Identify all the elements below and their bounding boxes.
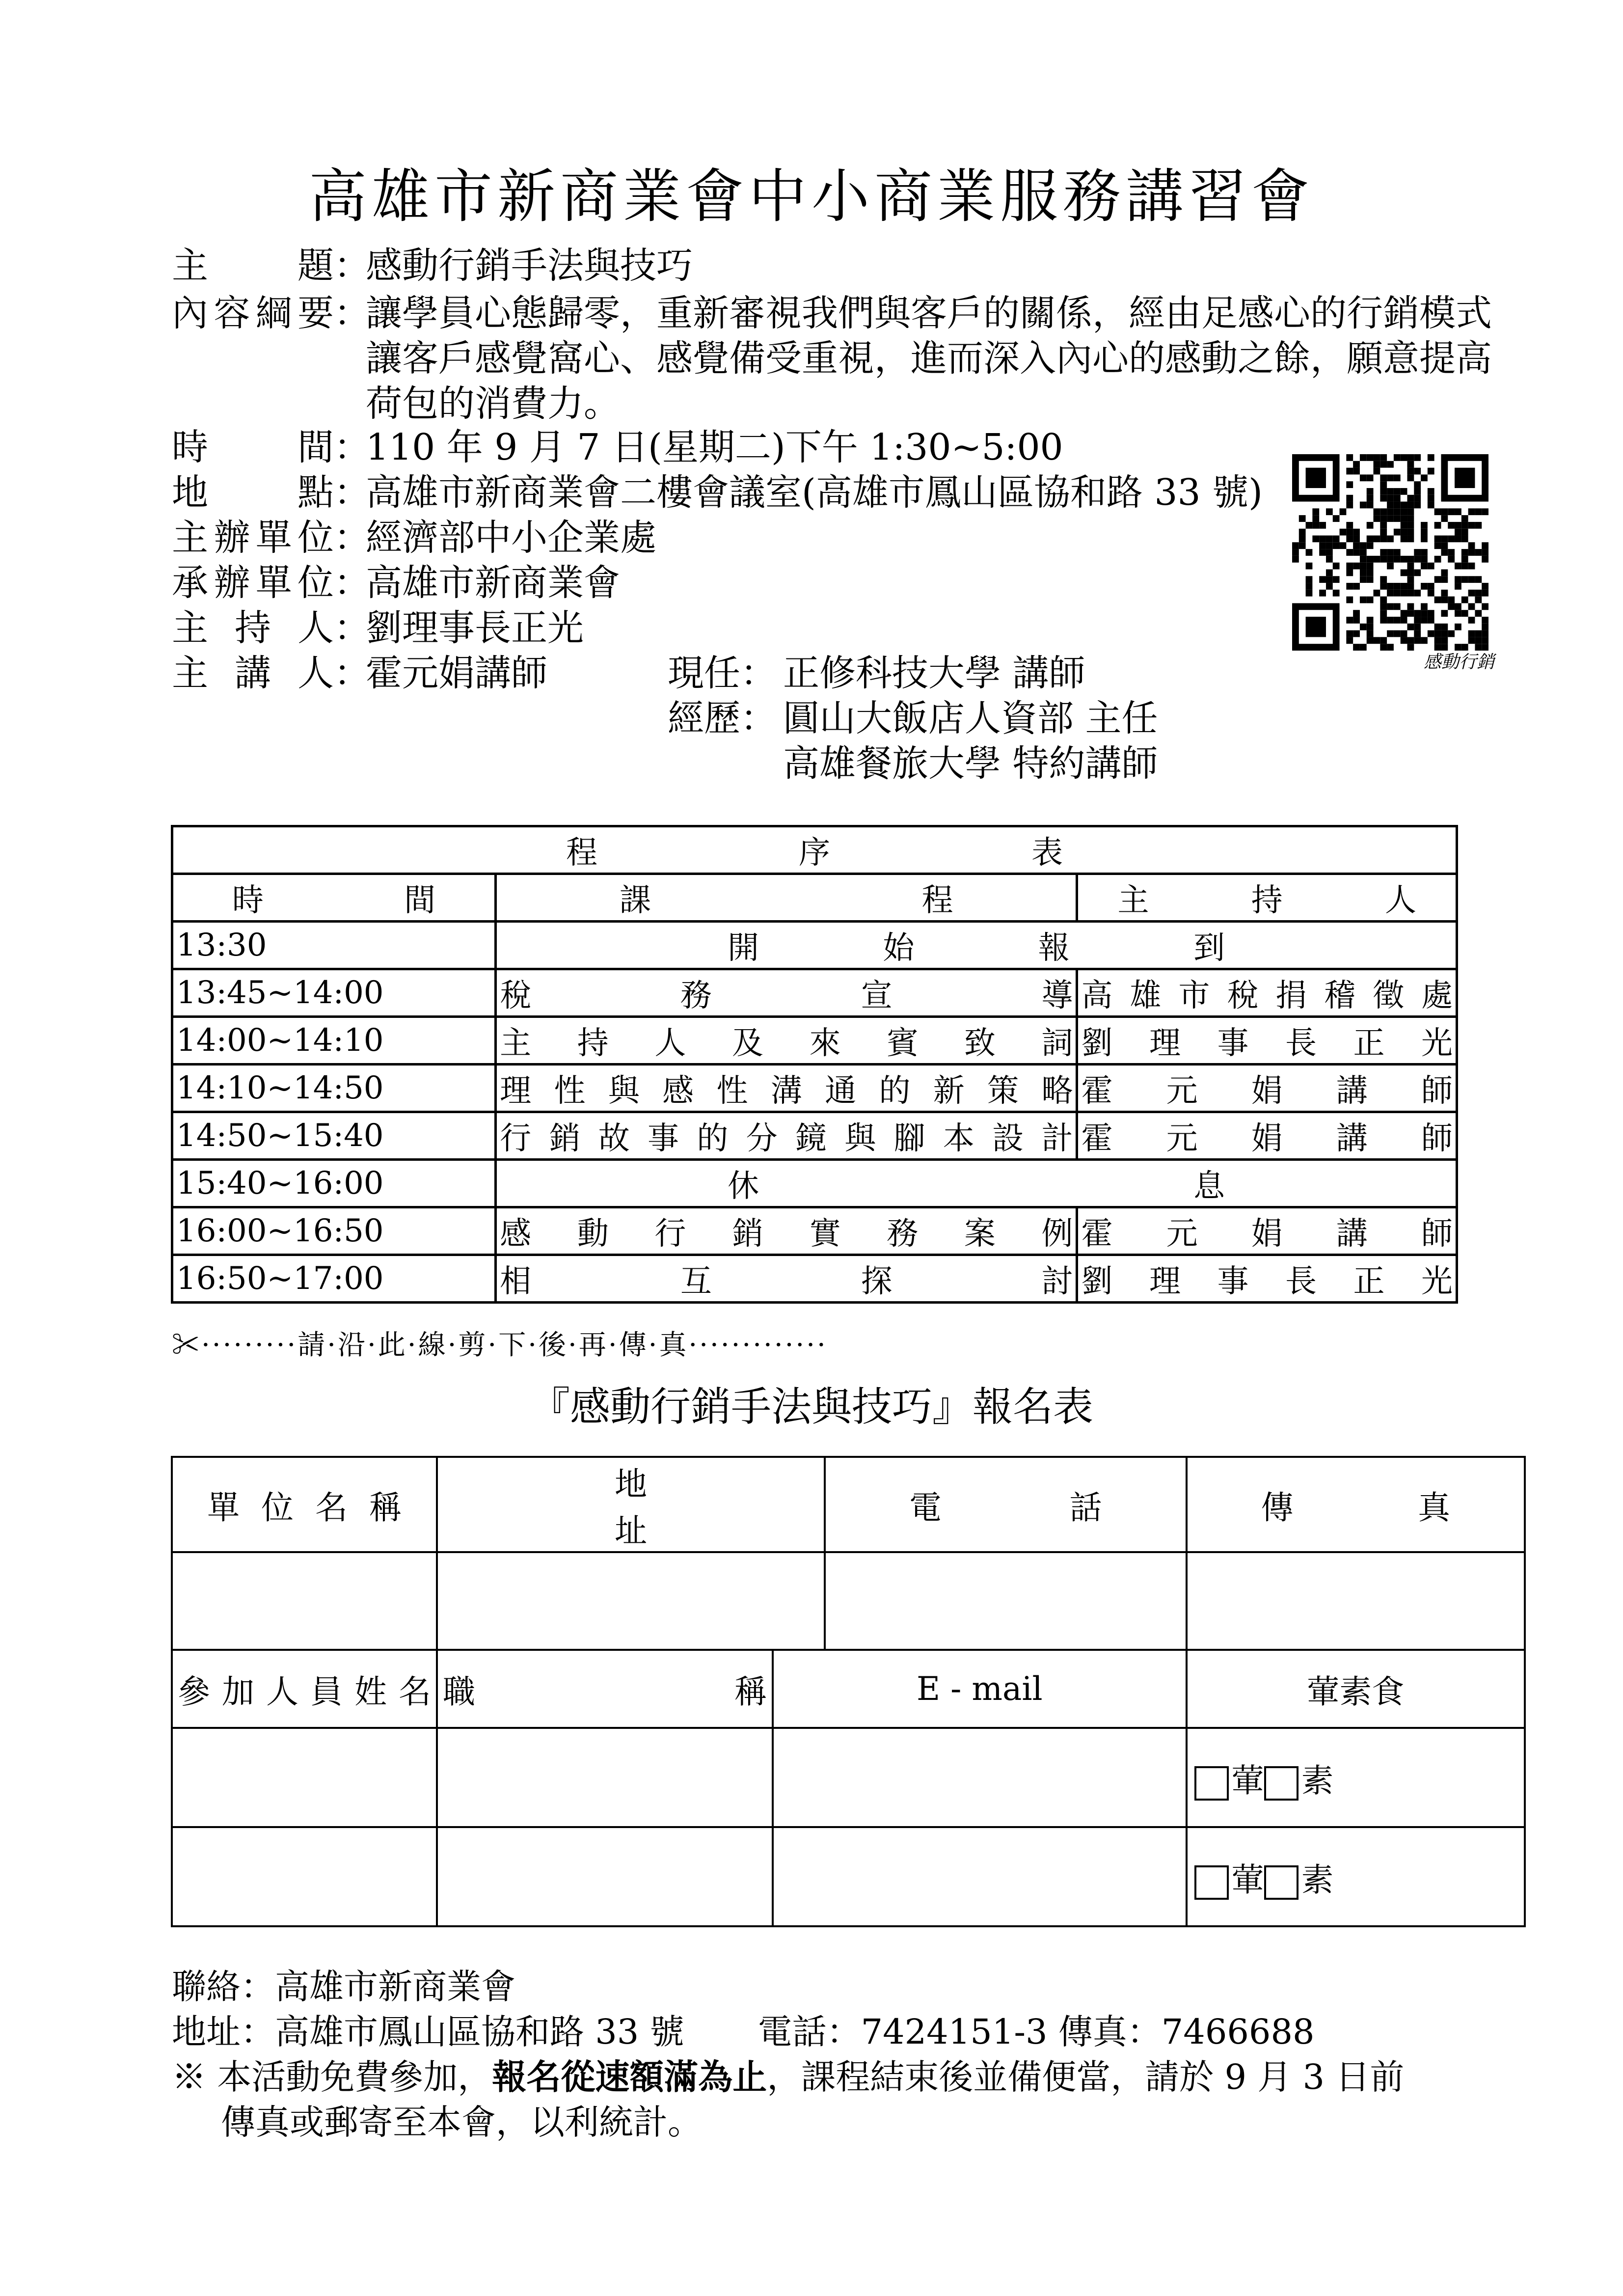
form-title: 『感動行銷手法與技巧』報名表 <box>529 1384 1093 1430</box>
col-phone-header: 電話 <box>909 1488 1102 1527</box>
time-value: 110 年 9 月 7 日(星期二)下午 1:30~5:00 <box>366 426 1063 468</box>
col-fax-header: 傳真 <box>1261 1488 1450 1527</box>
fax-input[interactable] <box>1187 1552 1525 1650</box>
meat-label: 葷 <box>1231 1860 1264 1899</box>
program-host: 劉理事長正光 <box>1081 1263 1453 1300</box>
address-phone-line <box>172 2009 1404 2054</box>
summary-label: 內容綱要 <box>172 292 334 334</box>
footer <box>172 1964 1404 2145</box>
coorganizer-label: 承辦單位 <box>172 562 334 604</box>
topic-value: 感動行銷手法與技巧 <box>366 245 693 287</box>
organizer-label: 主辦單位 <box>172 517 334 559</box>
program-time: 16:50~17:00 <box>176 1260 384 1297</box>
note-part-1: 本活動免費參加， <box>217 2057 492 2097</box>
speaker-exp-label: 經歷： <box>668 697 777 739</box>
program-course: 理性與感性溝通的新策略 <box>500 1073 1073 1109</box>
colon: ： <box>334 562 370 604</box>
meat-label: 葷 <box>1231 1761 1264 1800</box>
program-time: 13:45~14:00 <box>176 975 384 1011</box>
address-input[interactable] <box>437 1552 825 1650</box>
coorganizer-value: 高雄市新商業會 <box>366 562 620 604</box>
jobtitle-input[interactable] <box>437 1728 773 1827</box>
program-course: 相互探討 <box>500 1263 1073 1300</box>
host-label: 主持人 <box>172 607 334 649</box>
jobtitle-input[interactable] <box>437 1827 773 1926</box>
program-time: 14:50~15:40 <box>176 1118 384 1154</box>
veg-checkbox[interactable] <box>1264 1865 1298 1900</box>
note-line-1 <box>172 2054 1404 2100</box>
program-host: 霍元娟講師 <box>1081 1073 1453 1109</box>
program-row <box>172 1160 1457 1207</box>
colon: ： <box>334 517 370 559</box>
col-diet-header: 葷素食 <box>1187 1650 1525 1728</box>
speaker-current: 正修科技大學 講師 <box>783 652 1085 694</box>
diet-choice <box>1187 1728 1525 1827</box>
program-row <box>172 1065 1457 1112</box>
form-attendee-row <box>172 1728 1525 1827</box>
time-label: 時間 <box>172 426 334 468</box>
program-host: 霍元娟講師 <box>1081 1216 1453 1252</box>
document-title: 高雄市新商業會中小商業服務講習會 <box>308 163 1314 230</box>
program-row <box>172 1112 1457 1160</box>
form-attendee-row <box>172 1827 1525 1926</box>
info-block <box>0 0 1623 786</box>
col-host-header: 主持人 <box>1117 882 1416 919</box>
program-course: 稅務宣導 <box>500 978 1073 1014</box>
note-mark: ※ <box>172 2057 206 2097</box>
program-header-row <box>172 874 1457 922</box>
qr-caption: 感動行銷 <box>1424 652 1495 672</box>
meat-checkbox[interactable] <box>1194 1865 1229 1900</box>
note-bold: 報名從速額滿為止 <box>492 2056 767 2097</box>
unit-input[interactable] <box>172 1552 437 1650</box>
host-value: 劉理事長正光 <box>366 607 584 649</box>
program-course: 主持人及來賓致詞 <box>500 1025 1073 1062</box>
colon: ： <box>334 426 370 468</box>
email-input[interactable] <box>773 1827 1187 1926</box>
footer-phone-fax: 電話：7424151-3 傳真：7466688 <box>757 2012 1315 2052</box>
program-host: 霍元娟講師 <box>1081 1121 1453 1157</box>
colon: ： <box>334 471 370 514</box>
speaker-label: 主講人 <box>172 652 334 694</box>
colon: ： <box>334 245 370 287</box>
col-course-header: 課程 <box>620 882 953 919</box>
diet-choice <box>1187 1827 1525 1926</box>
name-input[interactable] <box>172 1728 437 1827</box>
program-time: 14:10~14:50 <box>176 1070 384 1106</box>
note-line-2: 傳真或郵寄至本會，以利統計。 <box>221 2102 702 2142</box>
speaker-exp-2: 高雄餐旅大學 特約講師 <box>783 742 1158 785</box>
summary-value: 讓學員心態歸零，重新審視我們與客戶的關係，經由足感心的行銷模式讓客戶感覺窩心、感覺備受重視，進而深入內心的感動之餘，願意提高荷包的消費力。 <box>366 292 1492 425</box>
cut-line: ✂·········請·沿·此·線·剪·下·後·再·傳·真············· <box>172 1329 828 1361</box>
qr-code-image <box>1292 454 1488 651</box>
program-time: 13:30 <box>176 927 267 963</box>
organizer-value: 經濟部中小企業處 <box>366 517 656 559</box>
email-input[interactable] <box>773 1728 1187 1827</box>
meat-checkbox[interactable] <box>1194 1766 1229 1801</box>
program-time: 14:00~14:10 <box>176 1022 384 1059</box>
contact-line: 聯絡：高雄市新商業會 <box>172 1967 515 2007</box>
program-row <box>172 1207 1457 1255</box>
program-heading-row <box>172 826 1457 874</box>
colon: ： <box>334 607 370 649</box>
speaker-current-label: 現任： <box>668 652 777 694</box>
program-row <box>172 1255 1457 1303</box>
program-course: 開始報到 <box>728 930 1225 966</box>
name-input[interactable] <box>172 1827 437 1926</box>
speaker-exp-1: 圓山大飯店人資部 主任 <box>783 697 1158 739</box>
speaker-value: 霍元娟講師 <box>366 652 547 694</box>
program-row <box>172 922 1457 969</box>
col-jobtitle-header: 職稱 <box>443 1673 767 1711</box>
program-host: 高雄市稅捐稽徵處 <box>1081 978 1453 1014</box>
col-address-header: 地址 <box>615 1465 648 1550</box>
veg-label: 素 <box>1301 1860 1334 1899</box>
veg-label: 素 <box>1301 1761 1334 1800</box>
program-host: 劉理事長正光 <box>1081 1025 1453 1062</box>
form-header-row-2 <box>172 1650 1525 1728</box>
qr-code[interactable] <box>1292 454 1488 651</box>
note-part-2: ，課程結束後並備便當，請於 9 月 3 日前 <box>767 2057 1405 2097</box>
col-email-header: E - mail <box>773 1650 1187 1728</box>
footer-address: 地址：高雄市鳳山區協和路 33 號 <box>172 2012 684 2052</box>
place-label: 地點 <box>172 471 334 514</box>
topic-label: 主題 <box>172 245 334 287</box>
phone-input[interactable] <box>825 1552 1187 1650</box>
colon: ： <box>334 292 370 334</box>
program-course: 休息 <box>728 1168 1225 1204</box>
program-course: 感動行銷實務案例 <box>500 1216 1073 1252</box>
program-time: 16:00~16:50 <box>176 1213 384 1249</box>
registration-form <box>171 1456 1526 1927</box>
colon: ： <box>334 652 370 694</box>
form-header-row-1 <box>172 1457 1525 1552</box>
program-time: 15:40~16:00 <box>176 1165 384 1202</box>
col-time-header: 時間 <box>232 882 436 919</box>
col-name-header: 參加人員姓名 <box>178 1673 432 1711</box>
col-unit-header: 單位名稱 <box>207 1488 402 1527</box>
program-row <box>172 1017 1457 1065</box>
place-value: 高雄市新商業會二樓會議室(高雄市鳳山區協和路 33 號) <box>366 471 1263 514</box>
veg-checkbox[interactable] <box>1264 1766 1298 1801</box>
program-course: 行銷故事的分鏡與腳本設計 <box>500 1121 1073 1157</box>
form-entry-row-1 <box>172 1552 1525 1650</box>
program-row <box>172 969 1457 1017</box>
program-table <box>171 825 1458 1304</box>
program-heading: 程序表 <box>566 835 1063 871</box>
